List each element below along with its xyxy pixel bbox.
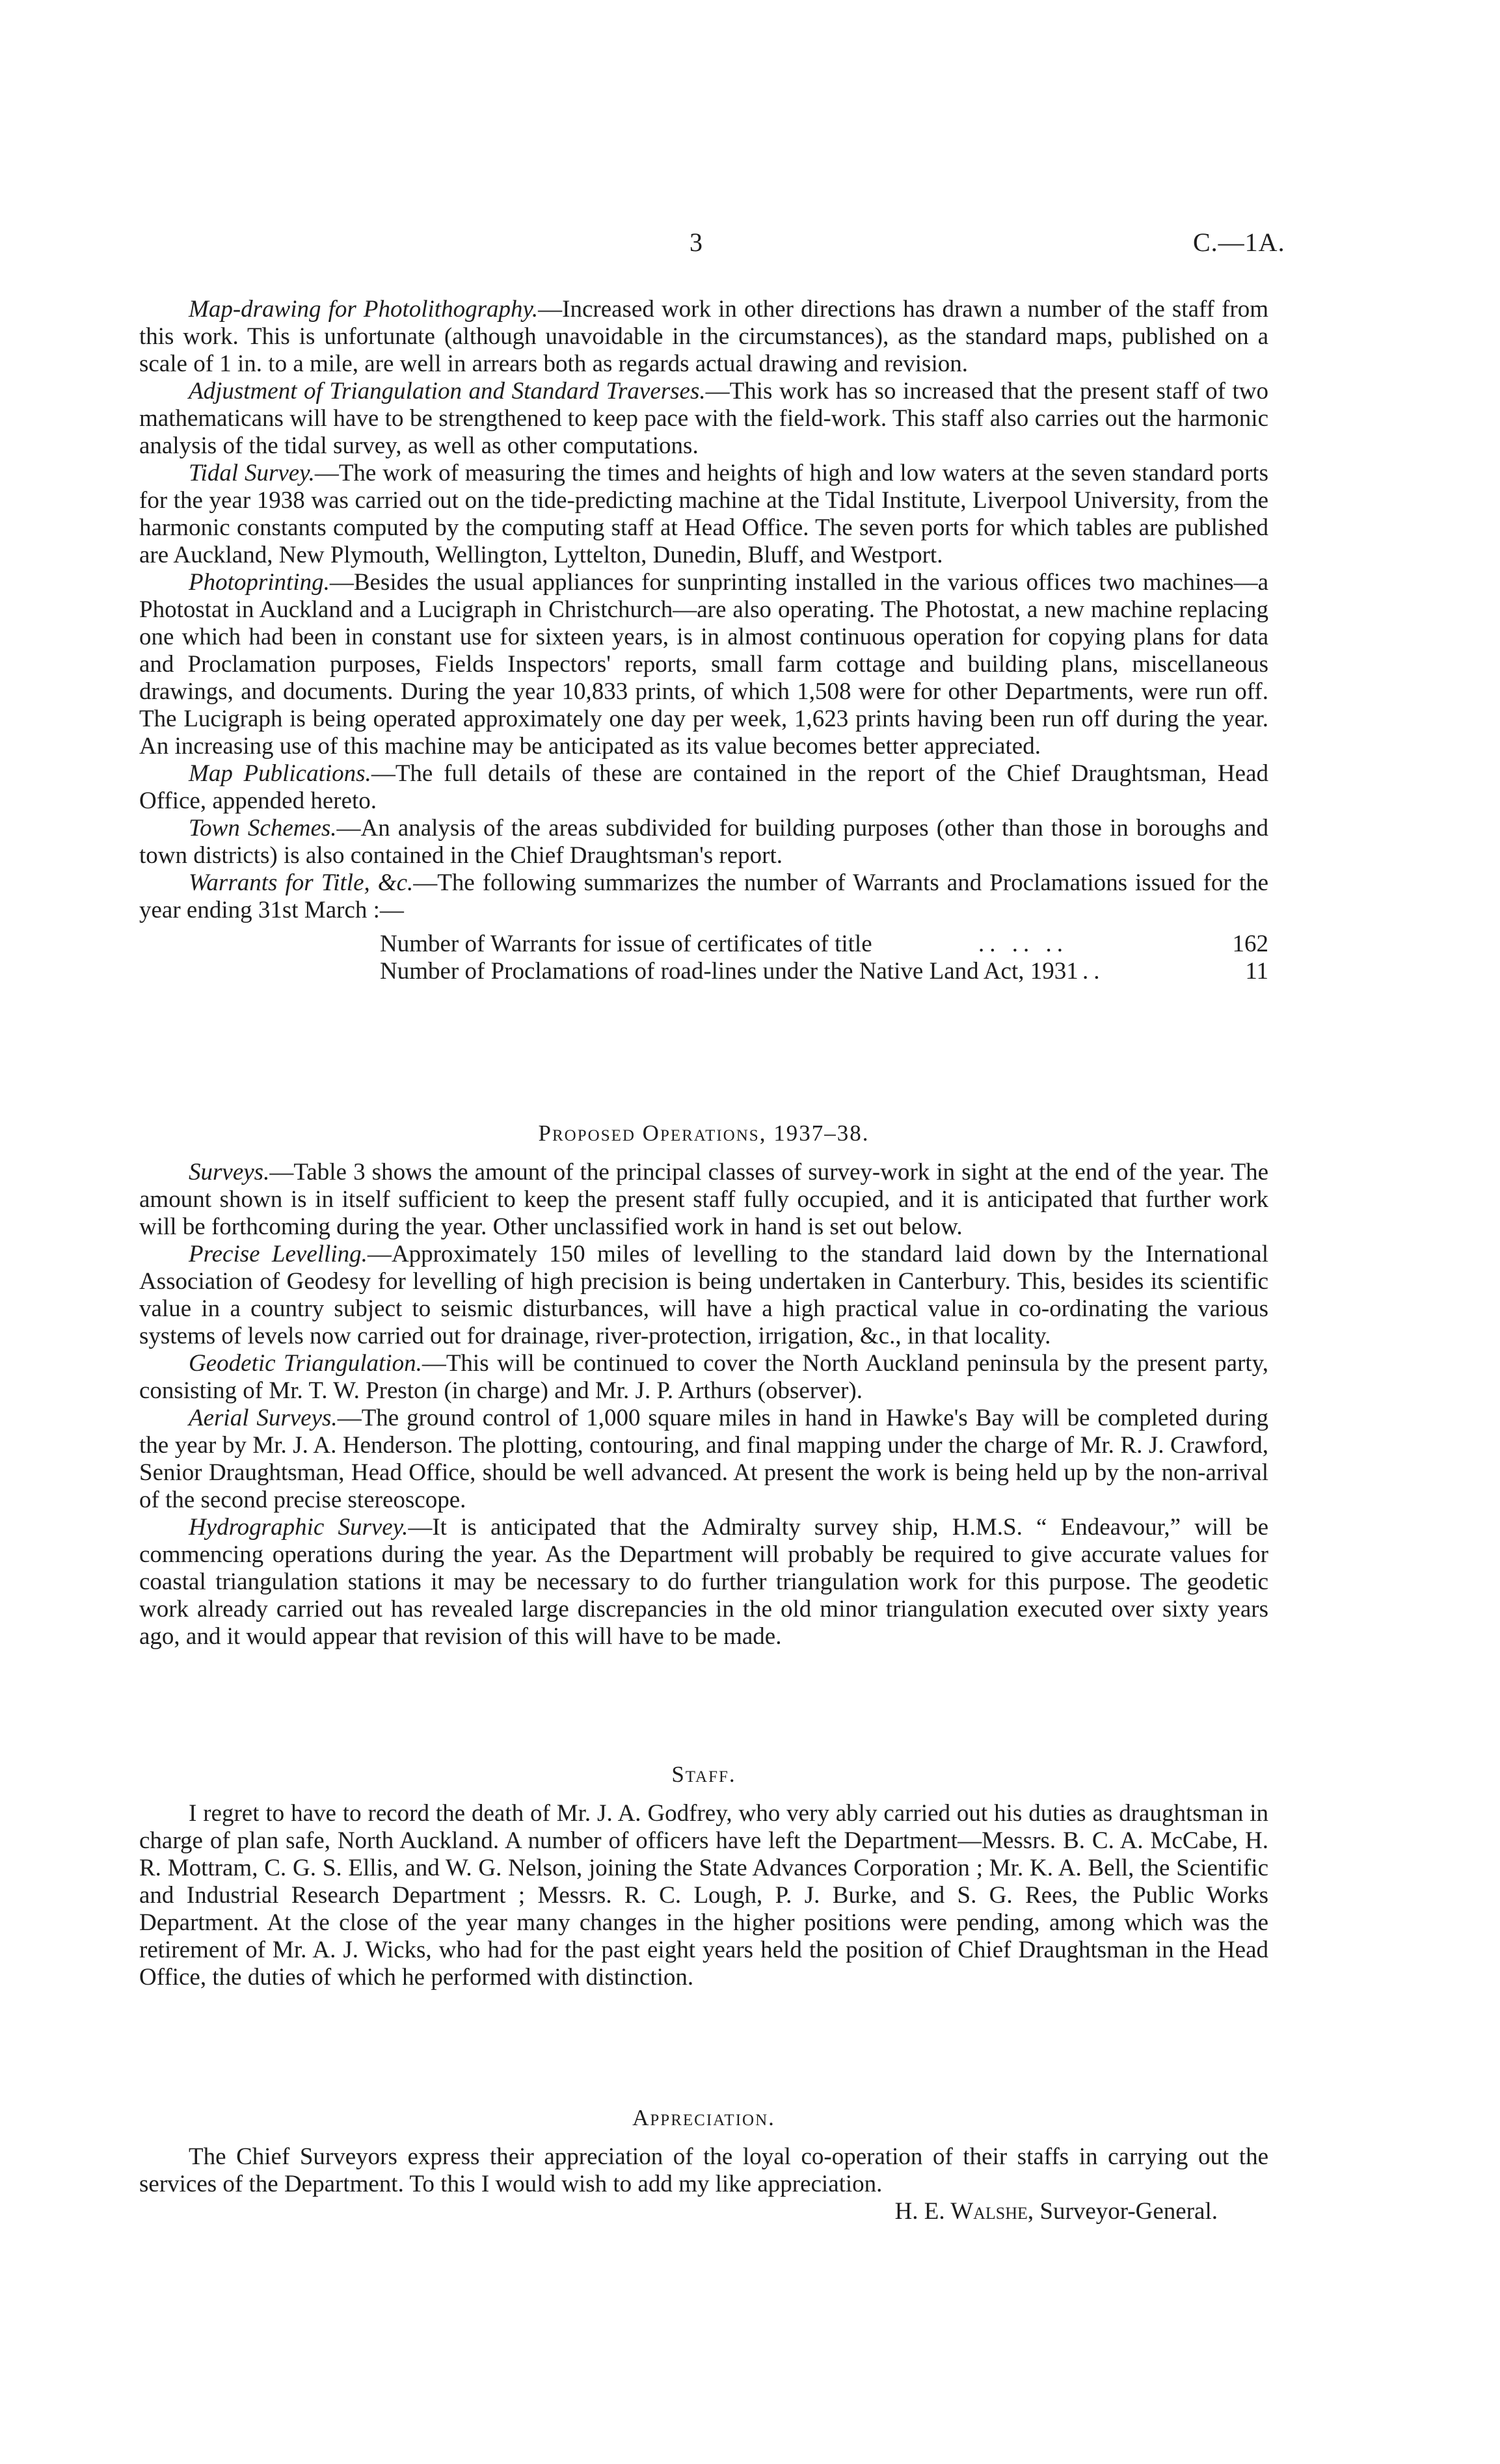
- staff-text: I regret to have to record the death of Mr. J. A. Godfrey, who very ably carried out his duties as draughtsman in charge of plan safe, North Auckland. A number of officers have left the Department—Messrs. B. C. A. McCabe, H. R. Mottram, C. G. S. Ellis, and W. G. Nelson, joining the State Advances Corporation ; Mr. K. A. Bell, the Scientific and Industrial Research Department ; Messrs. R. C. Lough, P. J. Burke, and S. G. Rees, the Public Works Department. At the close of the year many changes in the higher positions were pending, among which was the retirement of Mr. A. J. Wicks, who had for the past eight years held the position of Chief Draughtsman in the Head Office, the duties of which he performed with distinction.: [139, 1800, 1268, 1991]
- summary-label: Number of Proclamations of road-lines under the Native Land Act, 1931: [380, 958, 1078, 985]
- section-lead: Warrants for Title, &c.: [189, 869, 414, 896]
- summary-value: 162: [1232, 931, 1268, 957]
- section-map-publications: [139, 760, 1268, 815]
- section-aerial-surveys: [139, 1405, 1268, 1514]
- section-precise-levelling: [139, 1241, 1268, 1350]
- summary-value: 11: [1245, 958, 1268, 985]
- section-text: —This work has so increased that the present staff of two mathematicans will have to be strengthened to keep pace with the field-work. This staff also carries out the harmonic analysis of the tidal survey, as well as other computations.: [139, 378, 1268, 459]
- upper-sections: [139, 296, 1268, 985]
- section-map-drawing: [139, 296, 1268, 378]
- section-lead: Surveys.: [189, 1159, 270, 1186]
- section-text: —The full details of these are contained in the report of the Chief Draughtsman, Head Office, appended hereto.: [139, 760, 1268, 814]
- section-lead: Aerial Surveys.: [189, 1405, 338, 1431]
- section-surveys: [139, 1159, 1268, 1241]
- section-text: —Approximately 150 miles of levelling to the standard laid down by the International Association of Geodesy for levelling of high precision is being undertaken in Canterbury. This, besides its scientific value in a country subject to seismic disturbances, will have a high practical value in co-ordinating the various systems of levels now carried out for drainage, river-protection, irrigation, &c., in that locality.: [139, 1241, 1268, 1349]
- appreciation-heading: Appreciation.: [632, 2105, 775, 2130]
- summary-row-warrants: [139, 931, 1268, 958]
- section-lead: Town Schemes.: [189, 815, 337, 841]
- section-text: —An analysis of the areas subdivided for building purposes (other than those in boroughs and town districts) is also contained in the Chief Draughtsman's report.: [139, 815, 1268, 869]
- proposed-operations: [139, 1120, 1268, 1650]
- section-photoprinting: [139, 569, 1268, 760]
- section-hydrographic-survey: [139, 1514, 1268, 1650]
- summary-label: Number of Warrants for issue of certificates of title: [380, 931, 872, 957]
- section-text: —This will be continued to cover the North Auckland peninsula by the present party, consisting of Mr. T. W. Preston (in charge) and Mr. J. P. Arthurs (observer).: [139, 1350, 1268, 1404]
- section-warrants: [139, 869, 1268, 924]
- summary-leader-dots: ..: [1082, 958, 1105, 985]
- section-geodetic-triangulation: [139, 1350, 1268, 1405]
- section-lead: Precise Levelling.: [189, 1241, 368, 1267]
- signature: [139, 2198, 1218, 2225]
- staff-section: [139, 1761, 1268, 1991]
- section-text: —It is anticipated that the Admiralty survey ship, H.M.S. “ Endeavour,” will be commencing operations during the year. As the Department will probably be required to give accurate values for coastal triangulation stations it may be necessary to do further triangulation work for this purpose. The geodetic work already carried out has revealed large discrepancies in the old minor triangulation executed over sixty years ago, and it would appear that revision of this will have to be made.: [139, 1514, 1268, 1650]
- section-text: —The ground control of 1,000 square miles in hand in Hawke's Bay will be completed during the year by Mr. J. A. Henderson. The plotting, contouring, and final mapping under the charge of Mr. R. J. Crawford, Senior Draughtsman, Head Office, should be well advanced. At present the work is being held up by the non-arrival of the second precise stereoscope.: [139, 1405, 1268, 1513]
- section-text: —The following summarizes the number of Warrants and Proclamations issued for the year ending 31st March :—: [139, 869, 1268, 923]
- section-lead: Photoprinting.: [189, 569, 330, 596]
- section-lead: Map-drawing for Photolithography.: [189, 296, 539, 323]
- section-text: —Besides the usual appliances for sunprinting installed in the various offices two machines—a Photostat in Auckland and a Lucigraph in Christchurch—are also operating. The Photostat, a new machine replacing one which had been in constant use for sixteen years, is in almost continuous operation for copying plans for data and Proclamation purposes, Fields Inspectors' reports, small farm cottage and building plans, miscellaneous drawings, and documents. During the year 10,833 prints, of which 1,508 were for other Departments, were run off. The Lucigraph is being operated approximately one day per week, 1,623 prints having been run off during the year. An increasing use of this machine may be anticipated as its value becomes better appreciated.: [139, 569, 1268, 760]
- section-tidal-survey: [139, 460, 1268, 569]
- section-text: —Table 3 shows the amount of the principal classes of survey-work in sight at the end of the year. The amount shown is in itself sufficient to keep the present staff fully occupied, and it is anticipated that further work will be forthcoming during the year. Other unclassified work in hand is set out below.: [139, 1159, 1268, 1240]
- page-header: [0, 229, 1500, 261]
- document-reference: C.—1A.: [1193, 228, 1285, 257]
- section-town-schemes: [139, 815, 1268, 869]
- section-text: —Increased work in other directions has drawn a number of the staff from this work. This is unfortunate (although unavoidable in the circumstances), as the standard maps, published on a scale of 1 in. to a mile, are well in arrears both as regards actual drawing and revision.: [139, 296, 1268, 377]
- section-lead: Tidal Survey.: [189, 460, 315, 486]
- section-lead: Adjustment of Triangulation and Standard Traverses.: [189, 378, 706, 404]
- appreciation-section: [139, 2104, 1268, 2225]
- section-lead: Hydrographic Survey.: [189, 1514, 408, 1541]
- signature-name: H. E. Walshe,: [894, 2198, 1034, 2225]
- page-number: 3: [690, 228, 703, 257]
- appreciation-text: The Chief Surveyors express their appreciation of the loyal co-operation of their staffs in carrying out the services of the Department. To this I would wish to add my like appreciation.: [139, 2143, 1268, 2197]
- staff-heading: Staff.: [671, 1762, 736, 1787]
- section-lead: Map Publications.: [189, 760, 371, 787]
- summary-row-proclamations: [139, 958, 1268, 985]
- section-lead: Geodetic Triangulation.: [189, 1350, 422, 1377]
- signature-title: Surveyor-General.: [1039, 2198, 1218, 2225]
- proposed-operations-heading: Proposed Operations, 1937–38.: [538, 1120, 870, 1146]
- summary-leader-dots: .. .. ..: [978, 931, 1068, 957]
- section-adjustment-triangulation: [139, 378, 1268, 460]
- section-text: —The work of measuring the times and heights of high and low waters at the seven standard ports for the year 1938 was carried out on the tide-predicting machine at the Tidal Institute, Liverpool University, from the harmonic constants computed by the computing staff at Head Office. The seven ports for which tables are published are Auckland, New Plymouth, Wellington, Lyttelton, Dunedin, Bluff, and Westport.: [139, 460, 1268, 568]
